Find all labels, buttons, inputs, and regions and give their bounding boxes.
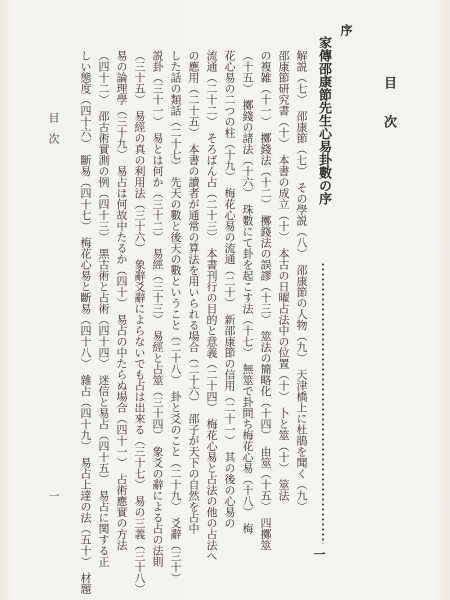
toc-line: 邵康節研究書（十） 本書の成立（十） 本古の日曜占法中の位置（十） 卜と筮（十） 筮法	[277, 50, 290, 501]
toc-line: しい態度（四十六） 斷易（四十七） 梅花心易と斷易（四十八） 雜占（四十九） 易占上達の法（五十） 材題	[79, 50, 92, 595]
preface-label: 序	[339, 24, 353, 36]
toc-line: （十五） 擲錢の諸法（十六） 珠數にて卦を起こす法（十七） 無筮で卦問ち梅花心易（十八） 梅	[241, 50, 254, 534]
toc-line: 易の論理學（三十九） 易占は何故中たるか（四十） 易占の中たらぬ場合（四十一） 占術應實の方法	[115, 50, 128, 551]
toc-line: （四十二） 邵古術實測の例（四十三） 黒古術と占術（四十四） 迷信と易占（四十五） 易占に関する正	[97, 50, 110, 567]
toc-heading: 目次	[381, 76, 396, 154]
toc-line: 説卦（三十一） 易とは何か（三十二） 易經（三十三） 易經と占筮（三十四） 象爻の辭による占の法則	[151, 50, 164, 567]
dot-leader	[322, 262, 324, 544]
toc-line: の應用（二十五） 本書の讀者が通常の算法を用いられる場合（二十六） 邵子が天下の自然を占中	[187, 50, 200, 534]
toc-line: の複雑（十一） 擲錢法（十二） 擲錢法の誤謬（十三） 筮法の簡略化（十四） 由筮（十五） 四擲筮	[259, 50, 272, 551]
toc-line: した話の類話（二十七） 先天の數と後天の數ということ（二十八） 卦と爻のこと（二十九） 爻辭（三十）	[169, 50, 182, 584]
preface-entry-title: 家傳邵康節先生心易卦數の序	[316, 36, 331, 205]
toc-line: 流通（二十二） そろばん占（二十三） 本書刊行の目的と意義（二十四） 梅花心易と占法の他の占法へ	[205, 50, 218, 562]
page-number: 一	[47, 490, 60, 501]
toc-line: 解説（七） 邵康節（七） その學説（八） 邵康節の人物（九） 天津橋上に杜鵑を聞く（九）	[295, 50, 308, 512]
toc-line: （三十五） 易經の真の利用法（三十六） 象辭爻辭によらないでも占は出來る（三十七） 易の三義（三十八）	[133, 50, 146, 595]
running-footer-label: 目次	[47, 112, 60, 154]
toc-line: 花心易の二つの柱（十九） 梅花心易の流通（二十） 新邵康節の信用（二十一） 其の後の心易の	[223, 50, 236, 529]
preface-entry-page: 一	[312, 548, 326, 560]
